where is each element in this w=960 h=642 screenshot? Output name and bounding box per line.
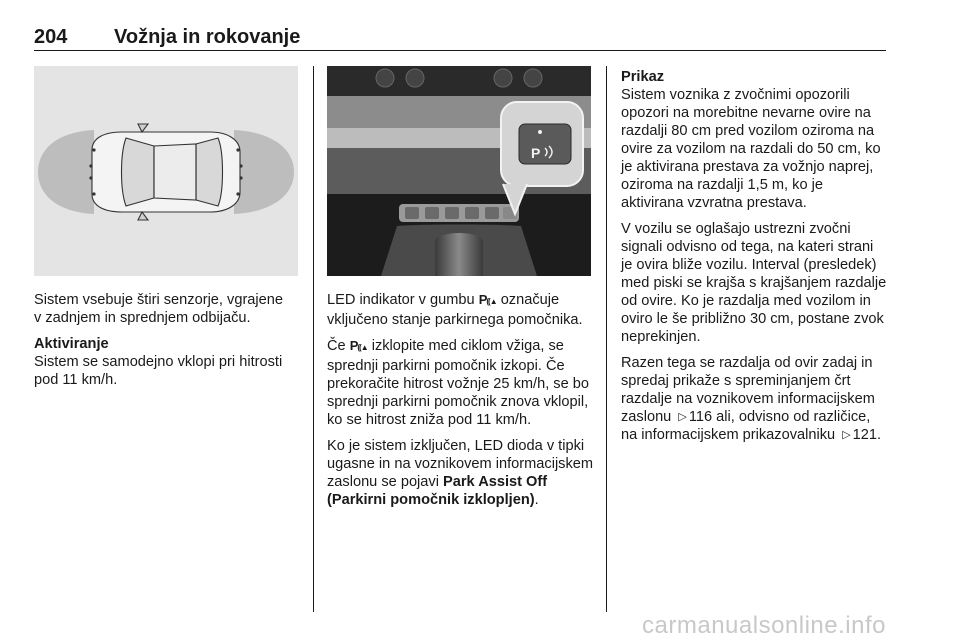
page-header bbox=[34, 26, 886, 50]
column-1 bbox=[34, 291, 294, 397]
distance-display-paragraph: Razen tega se razdalja od ovir zadaj in spredaj prikaže s spreminjanjem črt razdalje na voznikovem informacijskem zaslonu ▷ 116 ali, odvisno od različice, na informacijskem prikazovalniku ▷ 121. bbox=[621, 355, 882, 443]
system-off-text: Ko je sistem izključen, LED dioda v tipki ugasne in na voznikovem informacijskem zaslonu se pojavi bbox=[327, 438, 594, 490]
console-button-photo bbox=[327, 66, 591, 276]
page-number: 204 bbox=[34, 26, 68, 48]
park-assist-inset-label: P bbox=[531, 145, 541, 161]
display-text: Sistem voznika z zvočnimi opozorili opozori na morebitne nevarne ovire na razdalji 80 cm pred vozilom oziroma na ovire za vozilom na razdali do 50 cm, ko je aktivirana prestava za vožnjo naprej, oziroma na razdalji 1,5 m, ko je aktivirana vzvratna prestava. bbox=[621, 87, 881, 211]
page-ref-icon: ▷ bbox=[678, 411, 687, 423]
column-divider-2 bbox=[606, 66, 607, 612]
signals-paragraph: V vozilu se oglašajo ustrezni zvočni signali odvisno od tega, na kateri strani je ovira bliže vozilu. Interval (presledek) med piski se krajša s krajšanjem razdalje od ovire. Ko je razdalja med vozilom in oviro le še približno 30 cm, postane zvok neprekinjen. bbox=[621, 221, 887, 345]
page-ref-icon: ▷ bbox=[842, 429, 851, 441]
activation-heading: Aktiviranje bbox=[34, 336, 109, 352]
display-heading: Prikaz bbox=[621, 69, 664, 85]
parking-sensor-diagram bbox=[34, 66, 298, 276]
activation-section bbox=[34, 335, 294, 389]
activation-text: Sistem se samodejno vklopi pri hitrosti pod 11 km/h. bbox=[34, 354, 283, 388]
display-section bbox=[621, 68, 887, 212]
watermark: carmanualsonline.info bbox=[642, 612, 886, 639]
park-assist-off-message: Park Assist Off (Parkirni pomočnik izklopljen) bbox=[327, 474, 548, 508]
header-rule bbox=[34, 50, 886, 51]
park-assist-button-icon: P((▲ bbox=[478, 292, 497, 307]
column-3 bbox=[621, 68, 887, 452]
system-off-paragraph: Ko je sistem izključen, LED dioda v tipki ugasne in na voznikovem informacijskem zaslonu se pojavi Park Assist Off (Parkirni pomočnik izklopljen). bbox=[327, 438, 594, 508]
page-ref-link[interactable]: 116 bbox=[688, 409, 713, 425]
led-text-end: označuje vključeno stanje parkirnega pomočnika. bbox=[327, 292, 583, 328]
running-title: Vožnja in rokovanje bbox=[114, 26, 301, 48]
park-assist-button-icon: P((▲ bbox=[349, 338, 368, 353]
column-2 bbox=[327, 291, 595, 517]
disable-paragraph bbox=[327, 337, 595, 429]
sensor-intro-text: Sistem vsebuje štiri senzorje, vgrajene v zadnjem in sprednjem odbijaču. bbox=[34, 292, 284, 326]
disable-text-end: izklopite med ciklom vžiga, se sprednji parkirni pomočnik izkopi. Če prekoračite hitrost vožnje 25 km/h, se bo sprednji parkirni pomočnik znova vklopil, ko se hitrost zniža pod 11 km/h. bbox=[327, 338, 590, 428]
led-paragraph bbox=[327, 291, 595, 329]
column-divider-1 bbox=[313, 66, 314, 612]
led-text-start: LED indikator v gumbu bbox=[327, 292, 475, 308]
disable-text-start: Če bbox=[327, 338, 346, 354]
page-ref-link[interactable]: 121 bbox=[852, 427, 878, 443]
